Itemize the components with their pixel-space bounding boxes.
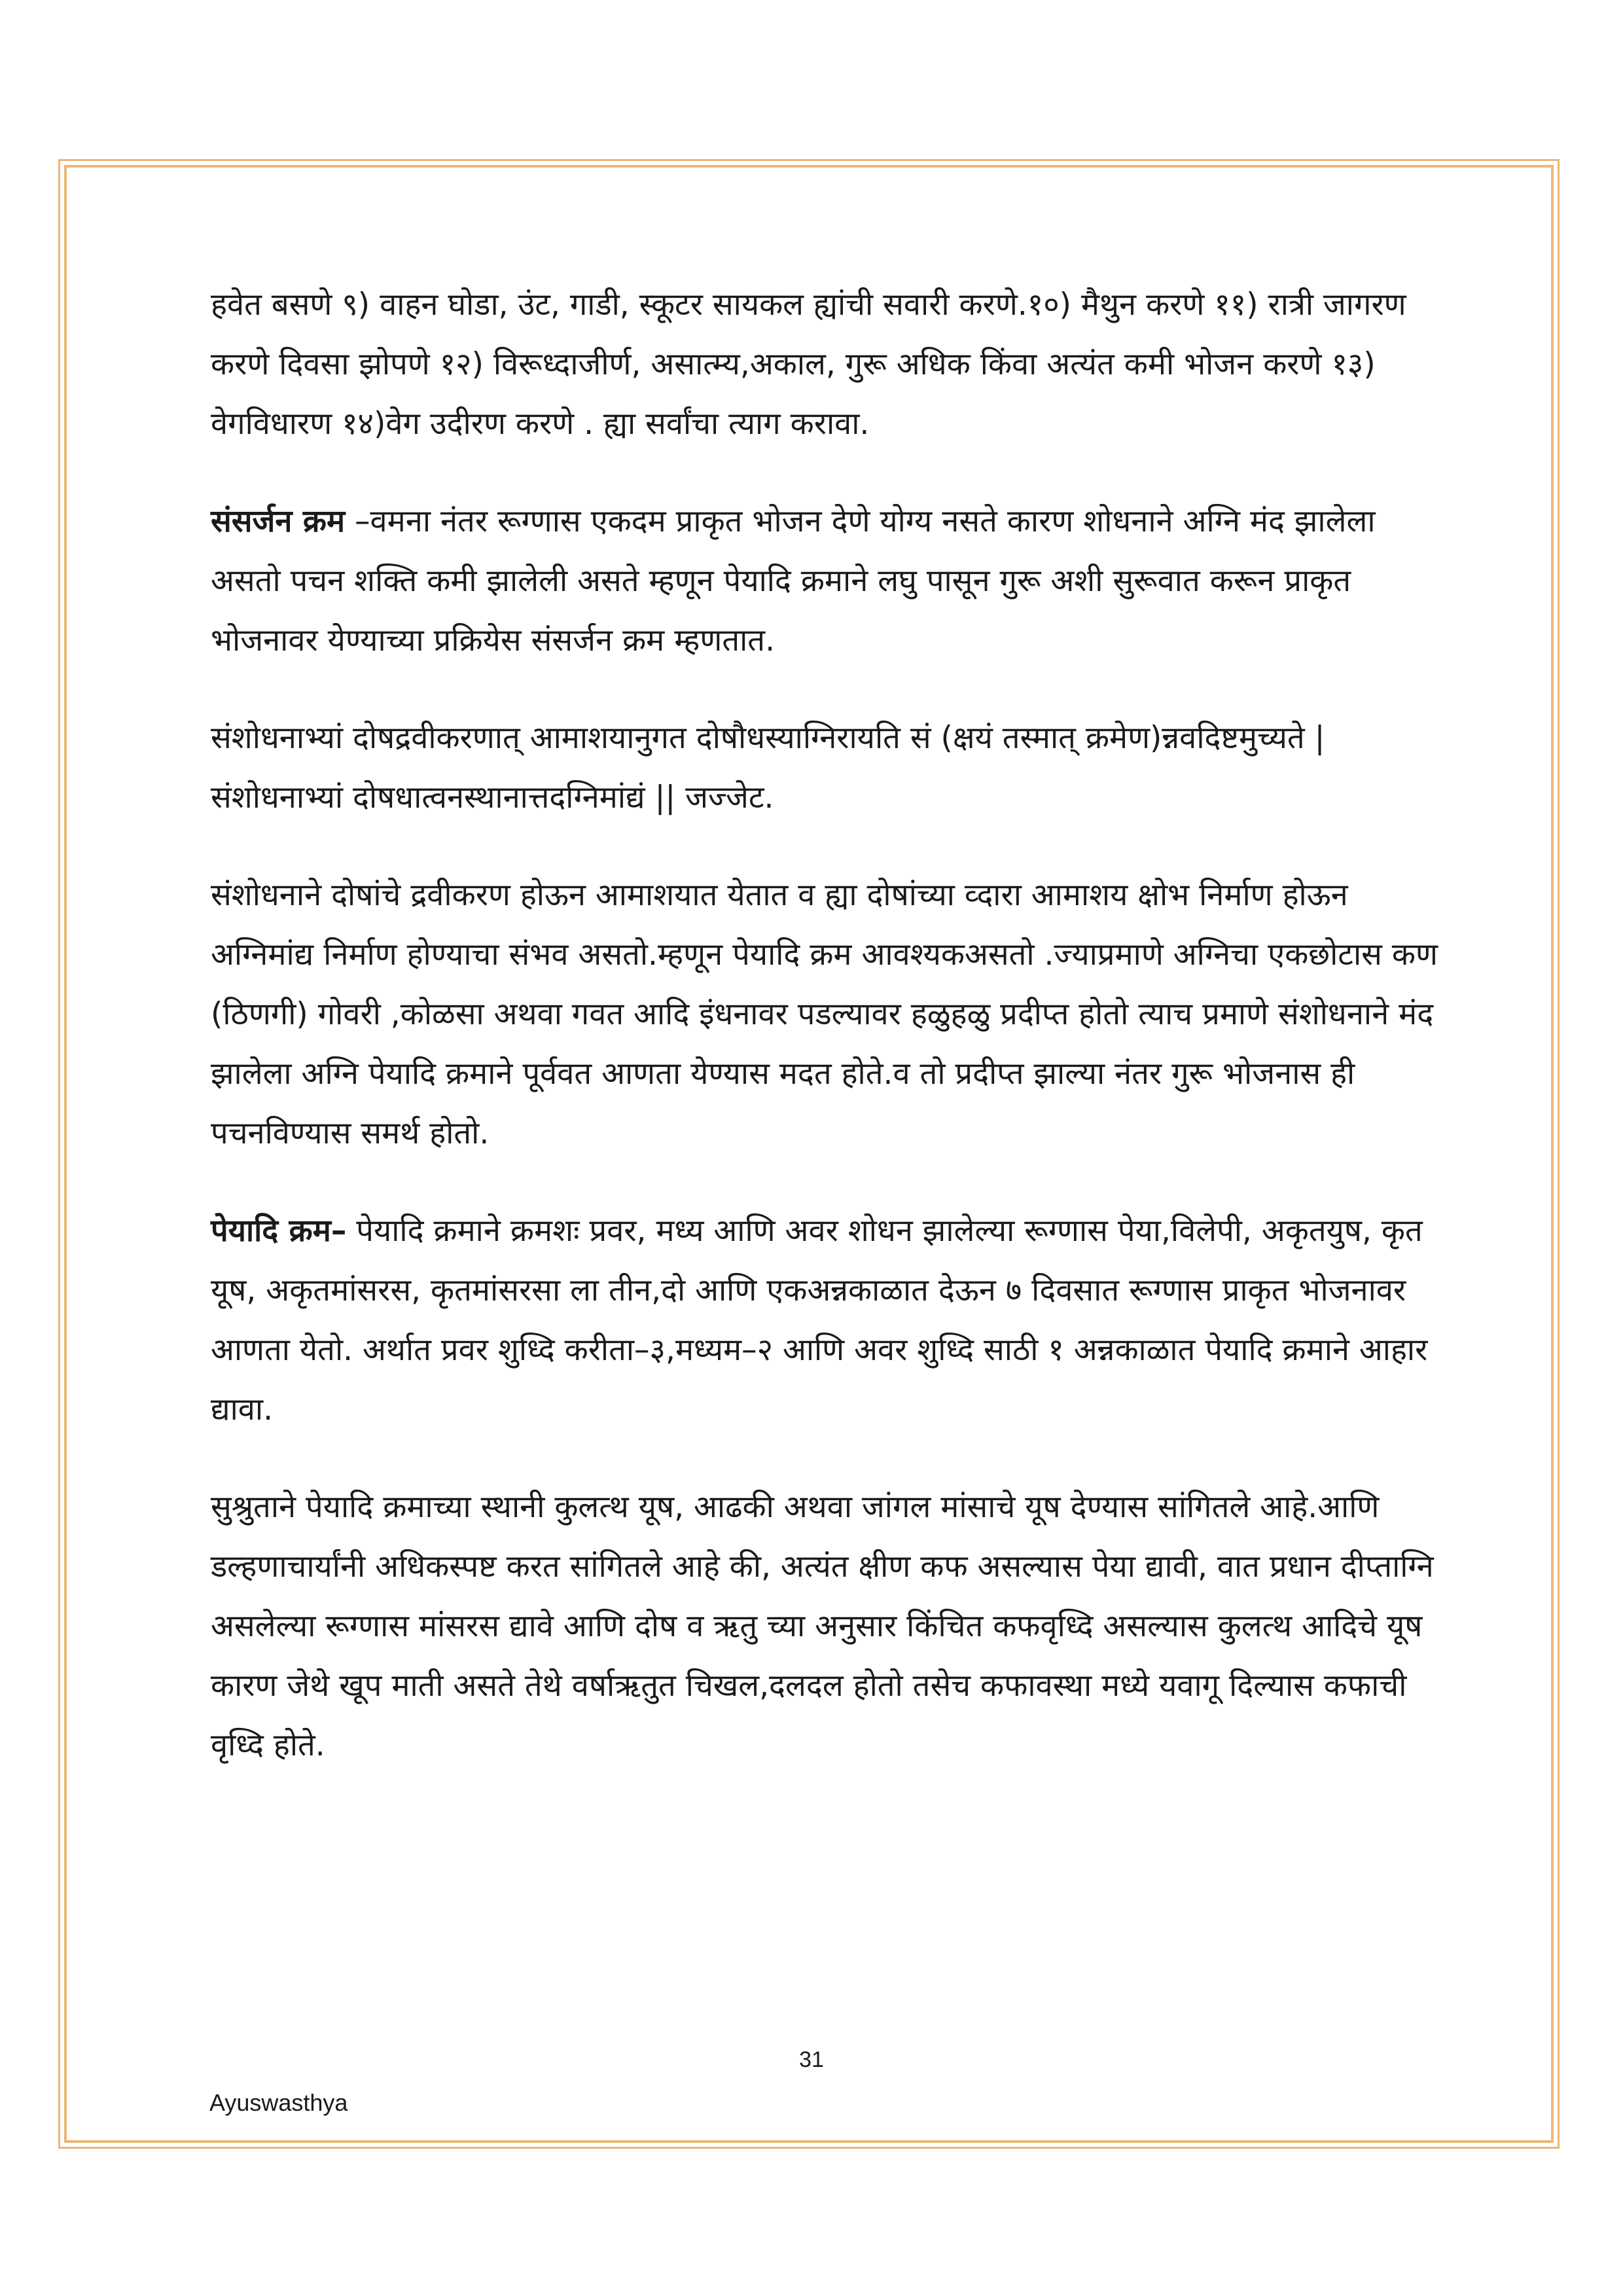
page-content [211, 275, 1441, 1813]
paragraph-explanation [211, 865, 1441, 1163]
paragraph-heading: पेयादि क्रम– [211, 1213, 347, 1249]
paragraph-text: संशोधनाभ्यां दोषद्रवीकरणात् आमाशयानुगत दोषौधस्याग्निरायति सं (क्षयं तस्मात् क्रमेण)न्नवदिष्टमुच्यते | संशोधनाभ्यां दोषधात्वनस्थानात्तदग्निमांद्यं || जज्जेट. [211, 720, 1325, 816]
footer-title: Ayuswasthya [209, 2089, 348, 2116]
paragraph-peyadi-kram [211, 1201, 1441, 1439]
paragraph-text: –वमना नंतर रूग्णास एकदम प्राकृत भोजन देणे योग्य नसते कारण शोधनाने अग्नि मंद झालेला असतो पचन शक्ति कमी झालेली असते म्हणून पेयादि क्रमाने लघु पासून गुरू अशी सुरूवात करून प्राकृत भोजनावर येण्याच्या प्रक्रियेस संसर्जन क्रम म्हणतात. [211, 503, 1376, 658]
paragraph-text: सुश्रुताने पेयादि क्रमाच्या स्थानी कुलत्थ यूष, आढकी अथवा जांगल मांसाचे यूष देण्यास सांगितले आहे.आणि डल्हणाचार्यांनी अधिकस्पष्ट करत सांगितले आहे की, अत्यंत क्षीण कफ असल्यास पेया द्यावी, वात प्रधान दीप्ताग्नि असलेल्या रूग्णास मांसरस द्यावे आणि दोष व ऋतु च्या अनुसार किंचित कफवृध्दि असल्यास कुलत्थ आदिचे यूष कारण जेथे खूप माती असते तेथे वर्षाऋतुत चिखल,दलदल होतो तसेच कफावस्था मध्ये यवागू दिल्यास कफाची वृध्दि होते. [211, 1489, 1434, 1763]
paragraph-text: संशोधनाने दोषांचे द्रवीकरण होऊन आमाशयात येतात व ह्या दोषांच्या व्दारा आमाशय क्षोभ निर्माण होऊन अग्निमांद्य निर्माण होण्याचा संभव असतो.म्हणून पेयादि क्रम आवश्यकअसतो .ज्याप्रमाणे अग्निचा एकछोटास कण (ठिणगी) गोवरी ,कोळसा अथवा गवत आदि इंधनावर पडल्यावर हळुहळु प्रदीप्त होतो त्याच प्रमाणे संशोधनाने मंद झालेला अग्नि पेयादि क्रमाने पूर्ववत आणता येण्यास मदत होते.व तो प्रदीप्त झाल्या नंतर गुरू भोजनास ही पचनविण्यास समर्थ होतो. [211, 877, 1438, 1151]
page-number: 31 [799, 2047, 824, 2072]
paragraph-sushruta [211, 1477, 1441, 1775]
paragraph-heading: संसर्जन क्रम [211, 503, 346, 539]
paragraph-1 [211, 275, 1441, 454]
paragraph-shloka [211, 708, 1441, 827]
paragraph-sansarjan-kram [211, 492, 1441, 670]
paragraph-text: हवेत बसणे ९) वाहन घोडा, उंट, गाडी, स्कूटर सायकल ह्यांची सवारी करणे.१०) मैथुन करणे ११) रात्री जागरण करणे दिवसा झोपणे १२) विरूध्दाजीर्ण, असात्म्य,अकाल, गुरू अधिक किंवा अत्यंत कमी भोजन करणे १३) वेगविधारण १४)वेग उदीरण करणे . ह्या सर्वांचा त्याग करावा. [211, 287, 1406, 442]
paragraph-text: पेयादि क्रमाने क्रमशः प्रवर, मध्य आणि अवर शोधन झालेल्या रूग्णास पेया,विलेपी, अकृतयुष, कृत यूष, अकृतमांसरस, कृतमांसरसा ला तीन,दो आणि एकअन्नकाळात देऊन ७ दिवसात रूग्णास प्राकृत भोजनावर आणता येतो. अर्थात प्रवर शुध्दि करीता–३,मध्यम–२ आणि अवर शुध्दि साठी १ अन्नकाळात पेयादि क्रमाने आहार द्यावा. [211, 1213, 1428, 1427]
